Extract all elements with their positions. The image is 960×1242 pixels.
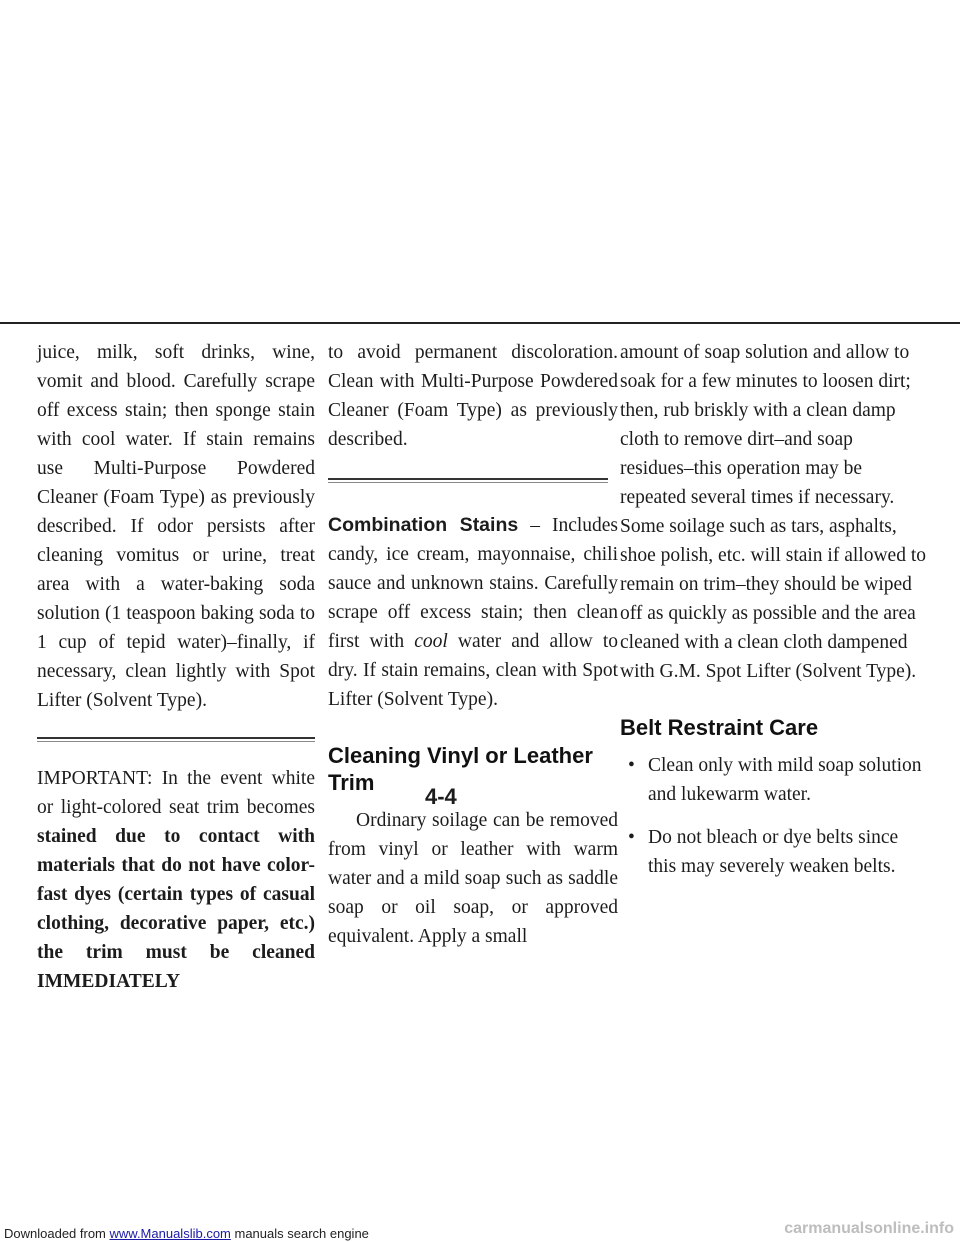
vinyl-leather-heading: Cleaning Vinyl or Leather Trim [328, 743, 593, 795]
important-notice [37, 764, 315, 996]
combination-stains-text: – Includes candy, ice cream, mayonnaise, chili sauce and unknown stains. Carefully scrape off excess stain; then clean first with [328, 515, 619, 652]
important-lead: IMPORTANT: In the event white or light-colored seat trim becomes [37, 768, 315, 818]
column-left [37, 338, 315, 996]
list-item-text: Do not bleach or dye belts since this may severely weaken belts. [648, 827, 899, 877]
list-item [620, 823, 930, 881]
page-number: 4-4 [425, 784, 457, 809]
list-item-text: Clean only with mild soap solution and lukewarm water. [648, 755, 922, 805]
footer-suffix: manuals search engine [230, 1226, 369, 1241]
bullet-icon: • [628, 755, 635, 776]
combination-stains-italic: cool [414, 631, 448, 652]
belt-restraint-heading: Belt Restraint Care [620, 715, 819, 740]
important-emphasis: stained due to contact with materials that do not have color-fast dyes (certain types of casual clothing, decorative paper, etc.) the trim must be cleaned IMMEDIATELY [37, 826, 315, 992]
vinyl-leather-paragraph: Ordinary soilage can be removed from vinyl or leather with warm water and a mild soap such as saddle soap or oil soap, or approved equivalent. Apply a small [328, 810, 618, 947]
stain-cleaning-paragraph: juice, milk, soft drinks, wine, vomit and blood. Carefully scrape off excess stain; then sponge stain with cool water. If stain remains use Multi-Purpose Powdered Cleaner (Foam Type) as previously described. If odor persists after cleaning vomitus or urine, treat area with a water-baking soda solution (1 teaspoon baking soda to 1 cup of tepid water)–finally, if necessary, clean lightly with Spot Lifter (Solvent Type). [37, 342, 315, 711]
column-middle [328, 338, 618, 951]
watermark: carmanualsonline.info [784, 1220, 954, 1237]
soap-solution-paragraph: amount of soap solution and allow to soak for a few minutes to loosen dirt; then, rub briskly with a clean damp cloth to remove dirt–and soap residues–this operation may be repeated several times if necessary. Some soilage such as tars, asphalts, shoe polish, etc. will stain if allowed to remain on trim–they should be wiped off as quickly as possible and the area cleaned with a clean cloth dampened with G.M. Spot Lifter (Solvent Type). [620, 342, 926, 682]
footer-prefix: Downloaded from [4, 1226, 110, 1241]
download-footer [4, 1226, 369, 1241]
manualslib-link[interactable]: www.Manualslib.com [109, 1226, 231, 1241]
combination-stains-text-2: water and allow to dry. If stain remains, clean with Spot Lifter (Solvent Type). [328, 631, 618, 710]
section-divider [37, 737, 315, 742]
bullet-icon: • [628, 827, 635, 848]
list-item [620, 751, 930, 809]
belt-care-list [620, 751, 930, 881]
discoloration-paragraph: to avoid permanent discoloration. Clean with Multi-Purpose Powdered Cleaner (Foam Type) as previously described. [328, 342, 618, 450]
combination-stains-paragraph [328, 511, 618, 714]
section-divider [328, 478, 608, 483]
combination-stains-heading: Combination Stains [328, 514, 519, 536]
top-horizontal-rule [0, 322, 960, 324]
column-right [620, 338, 930, 895]
